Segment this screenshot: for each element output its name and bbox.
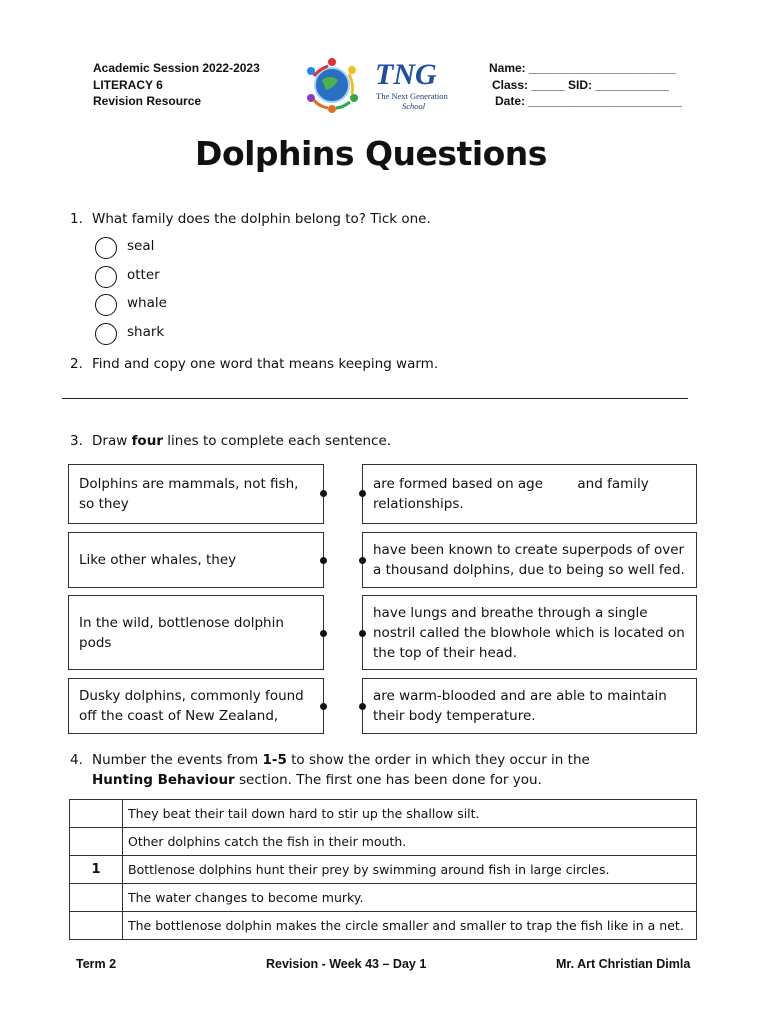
- connector-dot-right-2[interactable]: [359, 557, 366, 564]
- connector-dot-right-1[interactable]: [359, 490, 366, 497]
- sentence-end-4: [362, 678, 697, 734]
- order-number-cell[interactable]: [70, 912, 123, 940]
- connector-dot-left-1[interactable]: [320, 490, 327, 497]
- name-field[interactable]: Name: ______________________: [489, 61, 676, 75]
- resource-type: Revision Resource: [93, 94, 202, 108]
- event-text: They beat their tail down hard to stir up the shallow silt.: [123, 800, 697, 828]
- table-row: [70, 828, 697, 856]
- question-2: [70, 354, 438, 374]
- connector-dot-right-3[interactable]: [359, 630, 366, 637]
- sentence-end-text: are warm-blooded and are able to maintain their body temperature.: [373, 688, 667, 724]
- event-text: Bottlenose dolphins hunt their prey by swimming around fish in large circles.: [123, 856, 697, 884]
- sentence-end-3: [362, 595, 697, 670]
- sentence-start-text: Dusky dolphins, commonly found off the coast of New Zealand,: [79, 688, 304, 724]
- answer-line[interactable]: [62, 398, 688, 399]
- question-number: 2.: [70, 356, 83, 372]
- question-text-line2: section. The first one has been done for you.: [234, 772, 542, 788]
- sentence-end-text: have been known to create superpods of over a thousand dolphins, due to being so well fed.: [373, 542, 685, 578]
- events-table: [69, 799, 697, 940]
- sentence-start-text: Like other whales, they: [79, 552, 237, 568]
- question-text-pre: Number the events from: [92, 752, 263, 768]
- question-number: 1.: [70, 211, 83, 227]
- question-4: [70, 750, 590, 790]
- connector-dot-left-2[interactable]: [320, 557, 327, 564]
- sentence-start-text: In the wild, bottlenose dolphin pods: [79, 614, 284, 651]
- order-number-cell[interactable]: [70, 884, 123, 912]
- connector-dot-right-4[interactable]: [359, 703, 366, 710]
- sentence-start-2: [68, 532, 324, 588]
- question-number: 3.: [70, 433, 83, 449]
- footer-week: Revision - Week 43 – Day 1: [266, 957, 427, 971]
- question-text: Find and copy one word that means keeping warm.: [92, 356, 439, 372]
- event-text: The water changes to become murky.: [123, 884, 697, 912]
- class-sid-field[interactable]: Class: _____ SID: ___________: [492, 77, 669, 92]
- header-info: [93, 60, 260, 110]
- order-number-cell[interactable]: [70, 800, 123, 828]
- tick-circle[interactable]: [95, 266, 117, 288]
- sentence-start-text: Dolphins are mammals, not fish, so they: [79, 476, 299, 512]
- option-label: otter: [127, 267, 160, 283]
- connector-dot-left-3[interactable]: [320, 630, 327, 637]
- student-fields: [489, 60, 682, 110]
- question-number: 4.: [70, 752, 83, 768]
- option-label: seal: [127, 238, 155, 254]
- question-3: [70, 431, 391, 451]
- footer-teacher: Mr. Art Christian Dimla: [556, 957, 691, 971]
- table-row: [70, 856, 697, 884]
- logo-text: TNG: [375, 58, 437, 91]
- tick-circle[interactable]: [95, 237, 117, 259]
- tick-circle[interactable]: [95, 323, 117, 345]
- sentence-start-1: [68, 464, 324, 524]
- sentence-end-2: [362, 532, 697, 588]
- option-label: shark: [127, 324, 165, 340]
- event-text: Other dolphins catch the fish in their mouth.: [123, 828, 697, 856]
- question-text-post: lines to complete each sentence.: [162, 433, 392, 449]
- sentence-end-1: [362, 464, 697, 524]
- sentence-end-text: are formed based on age and family relationships.: [373, 476, 654, 512]
- page-title: Dolphins Questions: [195, 134, 547, 173]
- question-text-bold: four: [131, 433, 163, 449]
- academic-session: Academic Session 2022-2023: [93, 61, 260, 75]
- option-label: whale: [127, 295, 167, 311]
- order-number-cell[interactable]: 1: [70, 856, 123, 884]
- event-text: The bottlenose dolphin makes the circle smaller and smaller to trap the fish like in a net.: [123, 912, 697, 940]
- table-row: [70, 800, 697, 828]
- question-text-pre: Draw: [92, 433, 132, 449]
- question-text-bold: 1-5: [262, 752, 287, 768]
- table-row: [70, 884, 697, 912]
- logo-subtitle: The Next Generation: [376, 91, 448, 101]
- section-name: Hunting Behaviour: [92, 772, 235, 788]
- question-1: [70, 209, 431, 229]
- subject: LITERACY 6: [93, 77, 163, 92]
- footer-term: Term 2: [76, 957, 117, 971]
- school-logo: [302, 54, 462, 116]
- order-number-cell[interactable]: [70, 828, 123, 856]
- sentence-start-3: [68, 595, 324, 670]
- tick-circle[interactable]: [95, 294, 117, 316]
- sentence-start-4: [68, 678, 324, 734]
- connector-dot-left-4[interactable]: [320, 703, 327, 710]
- date-field[interactable]: Date: _______________________: [495, 94, 682, 108]
- question-text: What family does the dolphin belong to? Tick one.: [92, 211, 431, 227]
- logo-subtitle-school: School: [402, 101, 426, 111]
- question-text-post: to show the order in which they occur in the: [286, 752, 590, 768]
- sentence-end-text: have lungs and breathe through a single nostril called the blowhole which is located on the top of their head.: [373, 604, 685, 661]
- table-row: [70, 912, 697, 940]
